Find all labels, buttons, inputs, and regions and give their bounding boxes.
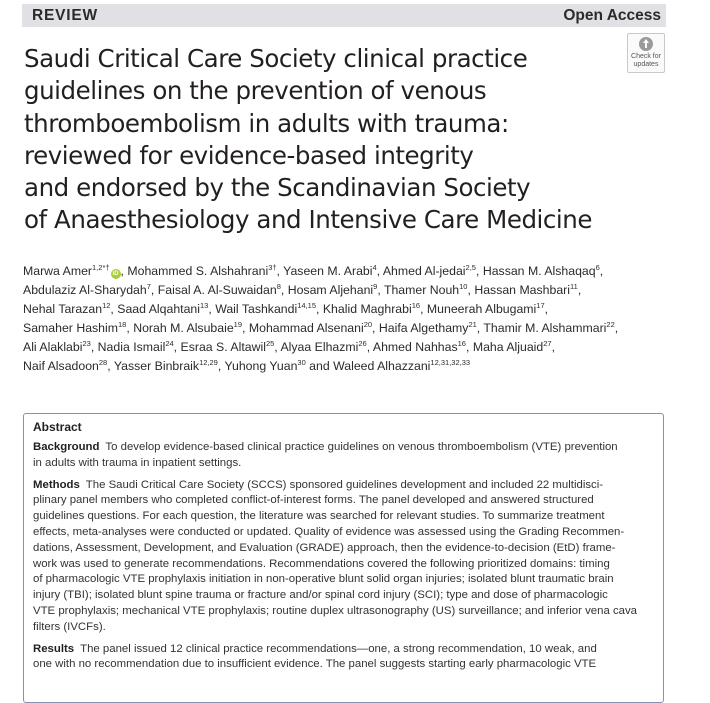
abstract-line: Background To develop evidence-based clinical practice guidelines on venous thromboembolism (VTE) prevention bbox=[33, 441, 618, 453]
abstract-section-heading: Methods bbox=[33, 478, 80, 491]
author-affiliation: 28 bbox=[98, 357, 108, 367]
author-name[interactable]: Mohammed S. Alshahrani bbox=[127, 264, 269, 278]
abstract-line: work was used to generate recommendations. Recommendations covered the following prioritized domains: timing bbox=[33, 557, 610, 570]
author-name[interactable]: Yasser Binbraik bbox=[113, 358, 200, 373]
author-name[interactable]: Waleed Alhazzani bbox=[333, 358, 431, 373]
author-name[interactable]: Thamer Nouh bbox=[383, 282, 460, 297]
author-affiliation: 8 bbox=[276, 281, 281, 291]
author-affiliation: 16 bbox=[411, 300, 421, 310]
author-name[interactable]: Ali Alaklabi bbox=[23, 339, 83, 354]
author-affiliation: 25 bbox=[265, 338, 275, 348]
author-affiliation: 30 bbox=[297, 357, 306, 367]
author-line: Naif Alsadoon$^{28}$, Yasser Binbraik$^{12,29}$, Yuhong Yuan$^{30}$ and Waleed Alhazzani$^{12,31,32,33}$ bbox=[23, 357, 471, 373]
author-affiliation: 26 bbox=[358, 338, 367, 348]
author-affiliation: 12,29 bbox=[199, 357, 218, 367]
abstract-section-heading: Results bbox=[33, 642, 75, 655]
author-line: Abdulaziz Al-Sharydah$^7$, Faisal A. Al-Suwaidan$^8$, Hosam Aljehani$^9$, Thamer Nouh$^{10}$, Hassan Mashbari$^{11}$, bbox=[23, 281, 582, 297]
article-type-bar bbox=[22, 4, 666, 27]
author-affiliation: 10 bbox=[459, 281, 468, 291]
abstract-line: effects, meta-analyses were conducted or updated. Quality of evidence was assessed using the Grading Recommen- bbox=[33, 525, 625, 538]
title-line: and endorsed by the Scandinavian Society bbox=[24, 173, 531, 203]
abstract-section bbox=[33, 440, 653, 472]
author-name[interactable]: Hosam Aljehani bbox=[287, 282, 374, 297]
abstract-line: guidelines questions. For each question, the literature was searched for relevant studies. To summarize treatment bbox=[33, 510, 605, 523]
author-name[interactable]: Nadia Ismail bbox=[97, 339, 166, 354]
author-affiliation: 3† bbox=[268, 263, 277, 272]
abstract-line: one with no recommendation due to insufficient evidence. The panel suggests starting early pharmacologic VTE bbox=[33, 658, 597, 671]
author-affiliation: 17 bbox=[536, 300, 545, 310]
author-affiliation: 14,15 bbox=[297, 300, 316, 310]
author-name[interactable]: Haifa Algethamy bbox=[378, 320, 469, 335]
author-name[interactable]: Thamir M. Alshammari bbox=[483, 320, 607, 335]
author-name[interactable]: Samaher Hashim bbox=[23, 320, 118, 335]
abstract-box bbox=[23, 413, 664, 703]
abstract-title: Abstract bbox=[33, 420, 82, 434]
open-access-label[interactable]: Open Access bbox=[563, 7, 661, 24]
abstract-line: dations, Assessment, Development, and Evaluation (GRADE) approach, then the evidence-to-decision (EtD) frame- bbox=[33, 541, 616, 554]
author-name[interactable]: Hassan Mashbari bbox=[474, 282, 571, 297]
author-list bbox=[23, 262, 663, 375]
author-name[interactable]: Abdulaziz Al-Sharydah bbox=[23, 282, 147, 297]
author-line: Marwa Amer$^{1,2*\dagger}$iD , Mohammed S. Alshahrani$^{3\dagger}$, Yaseen M. Arabi$^4$, Ahmed Al-jedai$^{2,5}$, Hassan M. Alshaqaq$^6$, bbox=[23, 263, 604, 278]
author-name[interactable]: Ahmed Nahhas bbox=[372, 339, 458, 354]
author-line: Nehal Tarazan$^{12}$, Saad Alqahtani$^{13}$, Wail Tashkandi$^{14,15}$, Khalid Maghrabi$^{16}$, Muneerah Albugami$^{17}$, bbox=[23, 300, 549, 316]
author-name[interactable]: Yaseen M. Arabi bbox=[283, 264, 373, 278]
author-name[interactable]: Hassan M. Alshaqaq bbox=[482, 264, 596, 278]
author-affiliation: 12 bbox=[102, 300, 111, 310]
author-affiliation: 24 bbox=[165, 338, 174, 348]
abstract-line: of pharmacologic VTE prophylaxis initiation in non-operative blunt solid organ injuries; isolated blunt traumatic brain bbox=[33, 573, 614, 586]
author-name[interactable]: Ahmed Al-jedai bbox=[382, 264, 466, 278]
author-name[interactable]: Esraa S. Altawil bbox=[180, 339, 266, 354]
article-title bbox=[24, 43, 674, 237]
abstract-body bbox=[33, 440, 653, 679]
author-affiliation: 12,31,32,33 bbox=[430, 357, 471, 367]
author-affiliation: 27 bbox=[543, 338, 552, 348]
title-line: thromboembolism in adults with trauma: bbox=[24, 108, 509, 138]
author-name[interactable]: Nehal Tarazan bbox=[23, 301, 103, 316]
author-name[interactable]: Yuhong Yuan bbox=[224, 358, 298, 373]
author-affiliation: 13 bbox=[200, 300, 209, 310]
abstract-section-heading: Background bbox=[33, 441, 100, 453]
author-affiliation: 21 bbox=[468, 319, 477, 329]
abstract-line: injury (TBI); isolated blunt spine trauma or fracture and/or spinal cord injury (SCI); type and dose of pharmacologic bbox=[33, 589, 608, 602]
author-name[interactable]: Marwa Amer bbox=[23, 264, 93, 278]
abstract-line: plinary panel members who completed conflict-of-interest forms. The panel developed and answered structured bbox=[33, 494, 594, 507]
author-affiliation: 16 bbox=[457, 338, 466, 348]
orcid-icon[interactable]: iD bbox=[112, 271, 119, 277]
author-name[interactable]: Wail Tashkandi bbox=[215, 301, 298, 316]
author-name[interactable]: Naif Alsadoon bbox=[23, 358, 99, 373]
article-type-label: REVIEW bbox=[32, 7, 98, 24]
author-name[interactable]: Muneerah Albugami bbox=[426, 301, 537, 316]
title-line: of Anaesthesiology and Intensive Care Medicine bbox=[24, 205, 592, 235]
abstract-section bbox=[33, 642, 653, 674]
author-affiliation: 7 bbox=[146, 281, 151, 291]
title-line: reviewed for evidence-based integrity bbox=[24, 140, 474, 170]
check-updates-label: Check for updates bbox=[631, 53, 661, 68]
abstract-section bbox=[33, 478, 653, 636]
author-name[interactable]: Norah M. Alsubaie bbox=[133, 320, 234, 335]
author-affiliation: 9 bbox=[373, 281, 378, 291]
abstract-line: filters (IVCFs). bbox=[33, 620, 106, 633]
author-affiliation: 4 bbox=[372, 263, 377, 272]
author-affiliation: 2,5 bbox=[465, 263, 476, 272]
author-affiliation: 23 bbox=[82, 338, 91, 348]
author-name[interactable]: Saad Alqahtani bbox=[117, 301, 200, 316]
author-name[interactable]: Maha Aljuaid bbox=[472, 339, 544, 354]
author-name[interactable]: Faisal A. Al-Suwaidan bbox=[157, 282, 277, 297]
author-line: Ali Alaklabi$^{23}$, Nadia Ismail$^{24}$, Esraa S. Altawil$^{25}$, Alyaa Elhazmi$^{26}$, Ahmed Nahhas$^{16}$, Maha Aljuaid$^{27}$, bbox=[23, 338, 556, 354]
author-affiliation: 19 bbox=[233, 319, 243, 329]
author-name[interactable]: Alyaa Elhazmi bbox=[280, 339, 359, 354]
abstract-line: in adults with trauma in inpatient settings. bbox=[33, 456, 242, 469]
author-line: Samaher Hashim$^{18}$, Norah M. Alsubaie$^{19}$, Mohammad Alsenani$^{20}$, Haifa Algethamy$^{21}$, Thamir M. Alshammari$^{22}$, bbox=[23, 319, 619, 335]
abstract-line: Methods The Saudi Critical Care Society (SCCS) sponsored guidelines development and included 22 multidisci- bbox=[33, 478, 604, 491]
author-affiliation: 6 bbox=[595, 263, 600, 272]
author-affiliation: 1,2*† bbox=[92, 263, 110, 272]
author-affiliation: 20 bbox=[363, 319, 373, 329]
author-affiliation: 11 bbox=[570, 281, 578, 291]
title-line: guidelines on the prevention of venous bbox=[24, 76, 487, 106]
author-name[interactable]: Khalid Maghrabi bbox=[322, 301, 412, 316]
abstract-line: Results The panel issued 12 clinical practice recommendations—one, a strong recommendation, 10 weak, and bbox=[33, 642, 597, 655]
abstract-line: VTE prophylaxis; mechanical VTE prophylaxis; routine duplex ultrasonography (US) surveillance; and inferior vena cava bbox=[33, 604, 638, 617]
author-affiliation: 22 bbox=[606, 319, 615, 329]
author-name[interactable]: Mohammad Alsenani bbox=[248, 320, 364, 335]
author-affiliation: 18 bbox=[118, 319, 127, 329]
title-line: Saudi Critical Care Society clinical practice bbox=[24, 44, 528, 73]
